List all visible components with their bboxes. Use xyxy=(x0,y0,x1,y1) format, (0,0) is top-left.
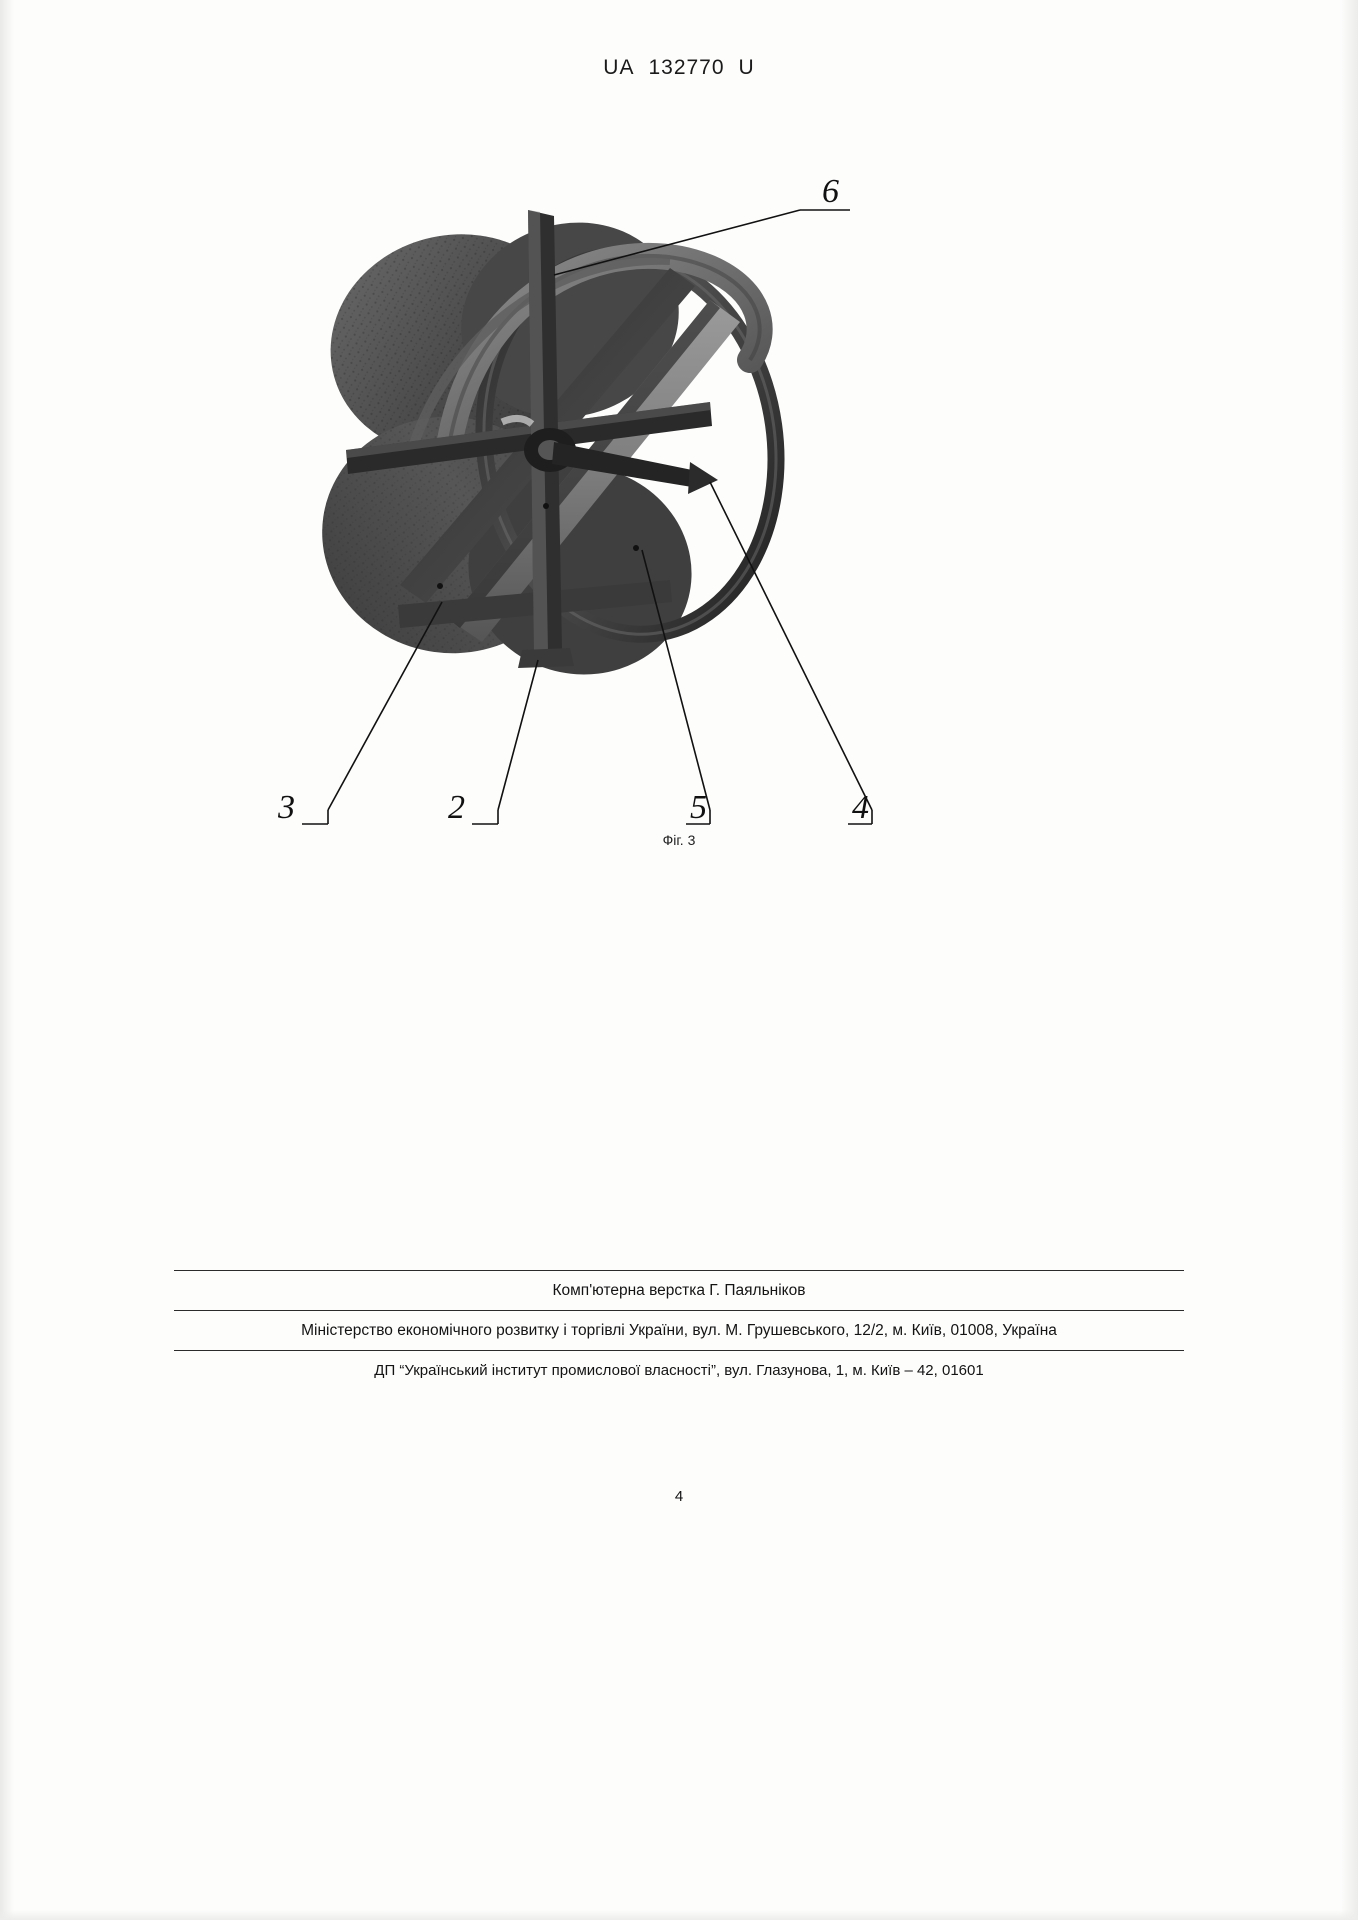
callout-label-3: 3 xyxy=(278,789,295,826)
figure-caption: Фіг. 3 xyxy=(662,832,696,848)
callout-label-5: 5 xyxy=(690,789,707,826)
institute-address: ДП “Український інститут промислової власності”, вул. Глазунова, 1, м. Київ – 42, 01601 xyxy=(374,1362,984,1379)
ministry-address: Міністерство економічного розвитку і торгівлі України, вул. М. Грушевського, 12/2, м. Київ, 01008, Україна xyxy=(301,1322,1057,1339)
scan-edge-right xyxy=(1340,0,1358,1920)
scan-edge-left xyxy=(0,0,14,1920)
patent-figure xyxy=(150,150,1210,880)
callout-label-4: 4 xyxy=(852,789,869,826)
document-footer xyxy=(0,1270,1358,1389)
typesetting-credit: Комп'ютерна верстка Г. Паяльніков xyxy=(552,1282,806,1299)
callout-label-2: 2 xyxy=(448,789,465,826)
impeller-assembly xyxy=(307,195,800,698)
patent-header xyxy=(0,56,1358,80)
callout-label-6: 6 xyxy=(822,173,839,210)
scan-edge-bottom xyxy=(0,1910,1358,1920)
kind-code: U xyxy=(738,56,755,79)
page-number: 4 xyxy=(674,1488,684,1505)
country-code: UA xyxy=(603,56,635,79)
patent-number: 132770 xyxy=(648,56,725,79)
